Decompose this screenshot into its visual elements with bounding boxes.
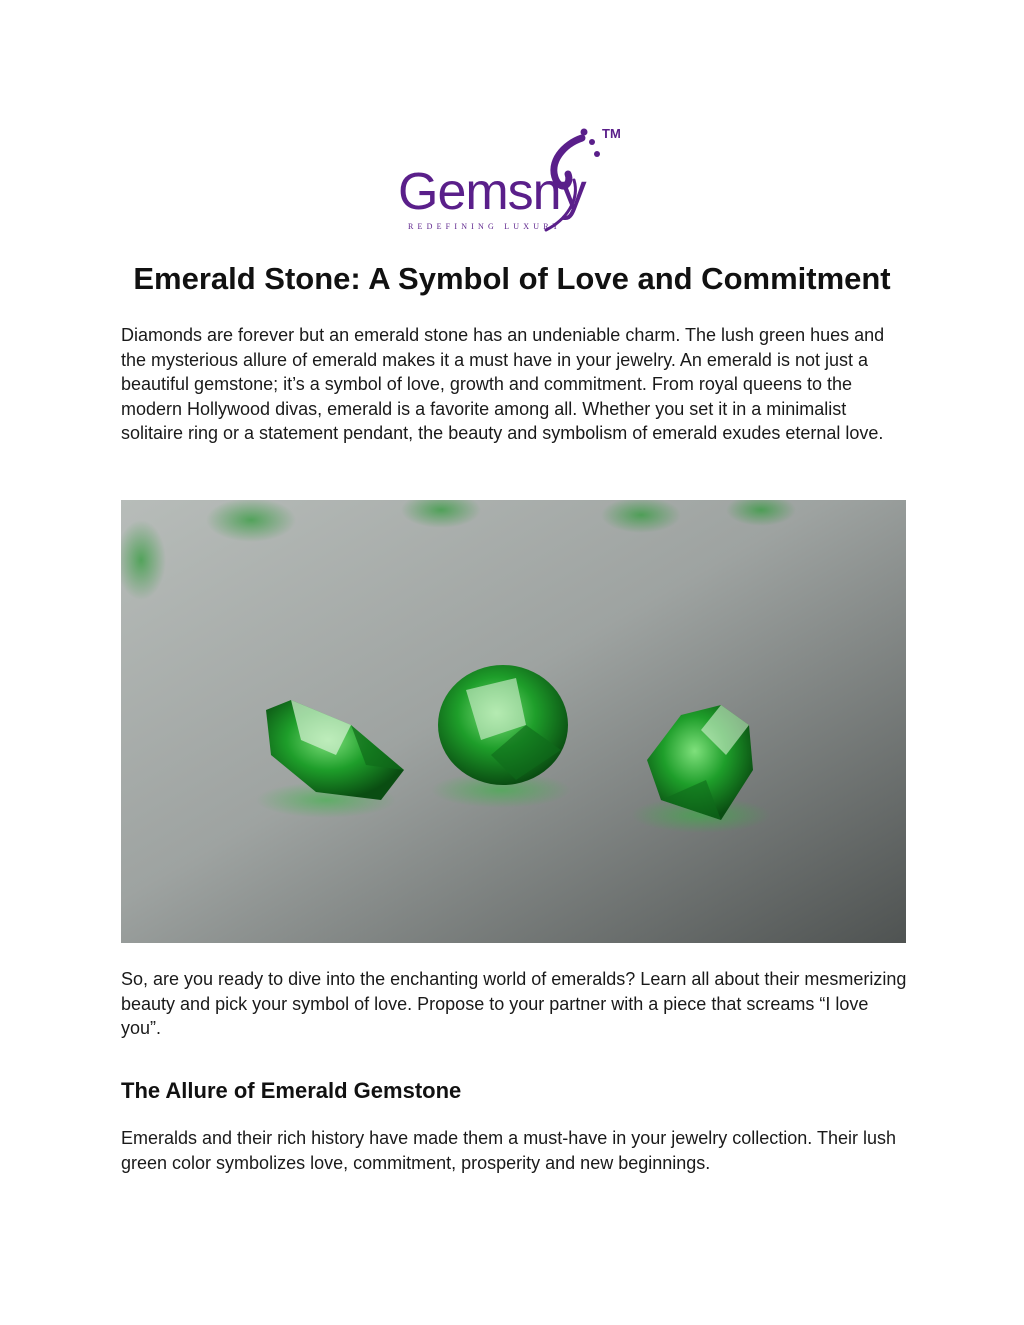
cta-paragraph: So, are you ready to dive into the enchanting world of emeralds? Learn all about their mesmerizing beauty and pick your symbol of love. Propose to your partner with a piece that screams “I love you”. [121,969,907,1038]
emerald-photo [121,500,906,943]
section-heading: The Allure of Emerald Gemstone [121,1078,462,1103]
section-paragraph: Emeralds and their rich history have made them a must-have in your jewelry collection. Their lush green color symbolizes love, commitment, prosperity and new beginnings. [121,1128,897,1173]
intro-paragraph: Diamonds are forever but an emerald stone has an undeniable charm. The lush green hues and the mysterious allure of emerald makes it a must have in your jewelry. An emerald is not just a beautiful gemstone; it’s a symbol of love, growth and commitment. From royal queens to the modern Hollywood divas, emerald is a favorite among all. Whether you set it in a minimalist solitaire ring or a statement pendant, the beauty and symbolism of emerald exudes eternal love. [121,325,885,443]
gemsny-logo [396,122,636,242]
logo-tagline: REDEFINING LUXURY [408,222,563,231]
logo-trademark: TM [602,126,621,141]
logo-wordmark: Gemsny [398,163,586,221]
emerald-stone-center [438,665,568,785]
article-title: Emerald Stone: A Symbol of Love and Commitment [133,261,891,296]
